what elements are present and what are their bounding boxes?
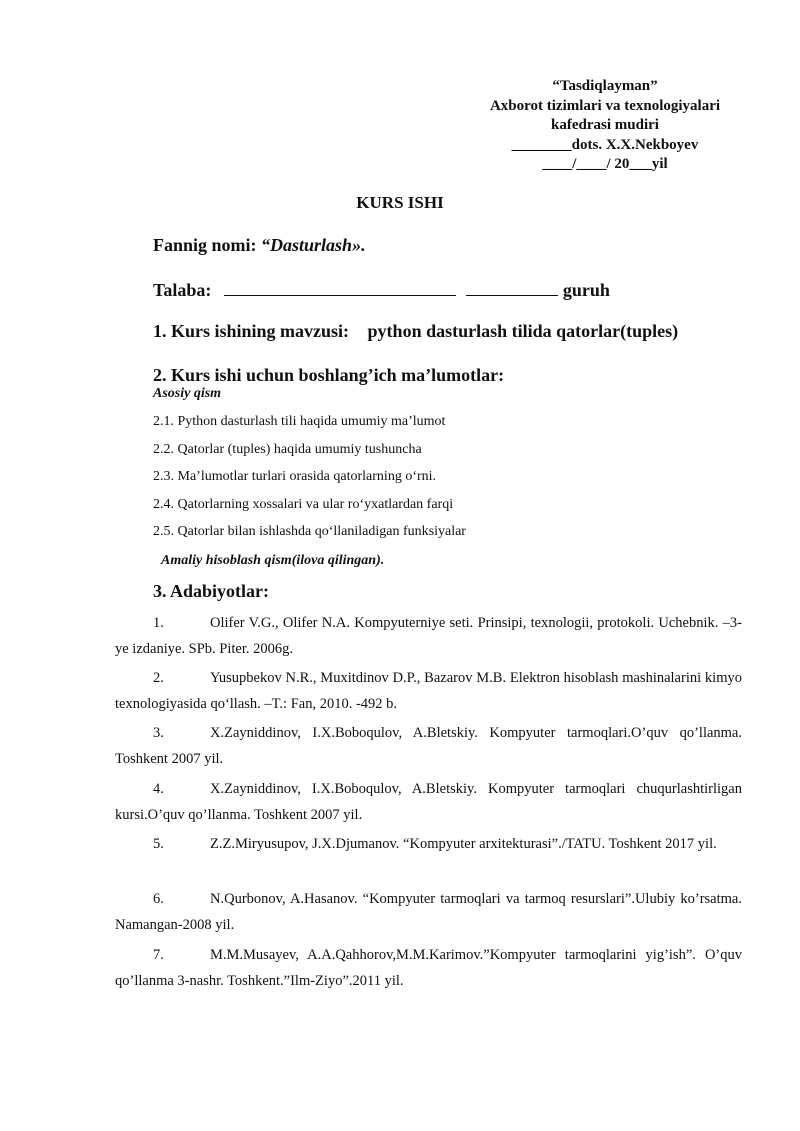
- subject-label: Fannig nomi:: [153, 235, 262, 255]
- group-label: guruh: [562, 280, 610, 300]
- reference-item: [115, 610, 742, 662]
- list-item: 2.5. Qatorlar bilan ishlashda qo‘llaniladigan funksiyalar: [153, 524, 466, 539]
- reference-text: M.M.Musayev, A.A.Qahhorov,M.M.Karimov.”Kompyuter tarmoqlarini yig’ish”. O’quv qo’llanma 3-nashr. Toshkent.”Ilm-Ziyo”.2011 yil.: [115, 947, 742, 989]
- list-item: 2.4. Qatorlarning xossalari va ular ro‘yxatlardan farqi: [153, 497, 454, 512]
- reference-number: 5.: [153, 836, 164, 852]
- reference-item: [115, 886, 742, 938]
- main-part-subheading: Asosiy qism: [153, 386, 222, 401]
- reference-text: N.Qurbonov, A.Hasanov. “Kompyuter tarmoqlari va tarmoq resurslari”.Ulubiy ko’rsatma. Namangan-2008 yil.: [115, 891, 742, 933]
- document-title: KURS ISHI: [356, 193, 444, 212]
- reference-item: [115, 720, 742, 772]
- reference-text: X.Zayniddinov, I.X.Boboqulov, A.Bletskiy. Kompyuter tarmoqlari.O’quv qo’llanma. Toshkent 2007 yil.: [115, 725, 742, 767]
- references-heading: 3. Adabiyotlar:: [153, 581, 270, 601]
- student-line: [153, 279, 610, 301]
- reference-item: [115, 942, 742, 994]
- reference-text: Yusupbekov N.R., Muxitdinov D.P., Bazarov M.B. Elektron hisoblash mashinalarini kimyo texnologiyasida qo‘llash. –T.: Fan, 2010. -492 b.: [115, 670, 742, 712]
- approval-signature-line: ________dots. X.X.Nekboyev: [511, 136, 699, 153]
- reference-text: Z.Z.Miryusupov, J.X.Djumanov. “Kompyuter arxitekturasi”./TATU. Toshkent 2017 yil.: [210, 836, 717, 852]
- approval-line: “Tasdiqlayman”: [552, 78, 658, 94]
- list-item: 2.3. Ma’lumotlar turlari orasida qatorlarning o‘rni.: [153, 469, 437, 484]
- student-label: Talaba:: [153, 280, 212, 300]
- group-blank: [466, 279, 558, 296]
- list-item: 2.1. Python dasturlash tili haqida umumiy ma’lumot: [153, 414, 446, 429]
- student-name-blank: [224, 279, 456, 296]
- reference-number: 3.: [153, 725, 164, 741]
- practical-part-line: Amaliy hisoblash qism(ilova qilingan).: [161, 553, 385, 568]
- topic-label: 1. Kurs ishining mavzusi:: [153, 321, 350, 341]
- subject-line: [153, 235, 366, 256]
- topic-line: [153, 321, 678, 342]
- reference-number: 7.: [153, 947, 164, 963]
- reference-item: [115, 665, 742, 717]
- reference-item: [115, 776, 742, 828]
- topic-value: python dasturlash tilida qatorlar(tuples): [367, 321, 679, 341]
- reference-item: [115, 831, 742, 857]
- reference-number: 1.: [153, 615, 164, 631]
- approval-block: [460, 77, 750, 175]
- reference-text: Olifer V.G., Olifer N.A. Kompyuterniye seti. Prinsipi, texnologii, protokoli. Uchebnik. –3-ye izdaniye. SPb. Piter. 2006g.: [115, 615, 742, 657]
- reference-number: 2.: [153, 670, 164, 686]
- approval-line: Axborot tizimlari va texnologiyalari: [489, 97, 721, 114]
- approval-line: kafedrasi mudiri: [551, 117, 659, 133]
- reference-number: 6.: [153, 891, 164, 907]
- reference-text: X.Zayniddinov, I.X.Boboqulov, A.Bletskiy. Kompyuter tarmoqlari chuqurlashtirligan kursi.O’quv qo’llanma. Toshkent 2007 yil.: [115, 781, 742, 823]
- reference-number: 4.: [153, 781, 164, 797]
- initial-data-heading: 2. Kurs ishi uchun boshlang’ich ma’lumotlar:: [153, 365, 505, 385]
- approval-date-line: ____/____/ 20___yil: [542, 156, 668, 172]
- list-item: 2.2. Qatorlar (tuples) haqida umumiy tushuncha: [153, 442, 422, 457]
- subject-value: “Dasturlash».: [261, 235, 366, 255]
